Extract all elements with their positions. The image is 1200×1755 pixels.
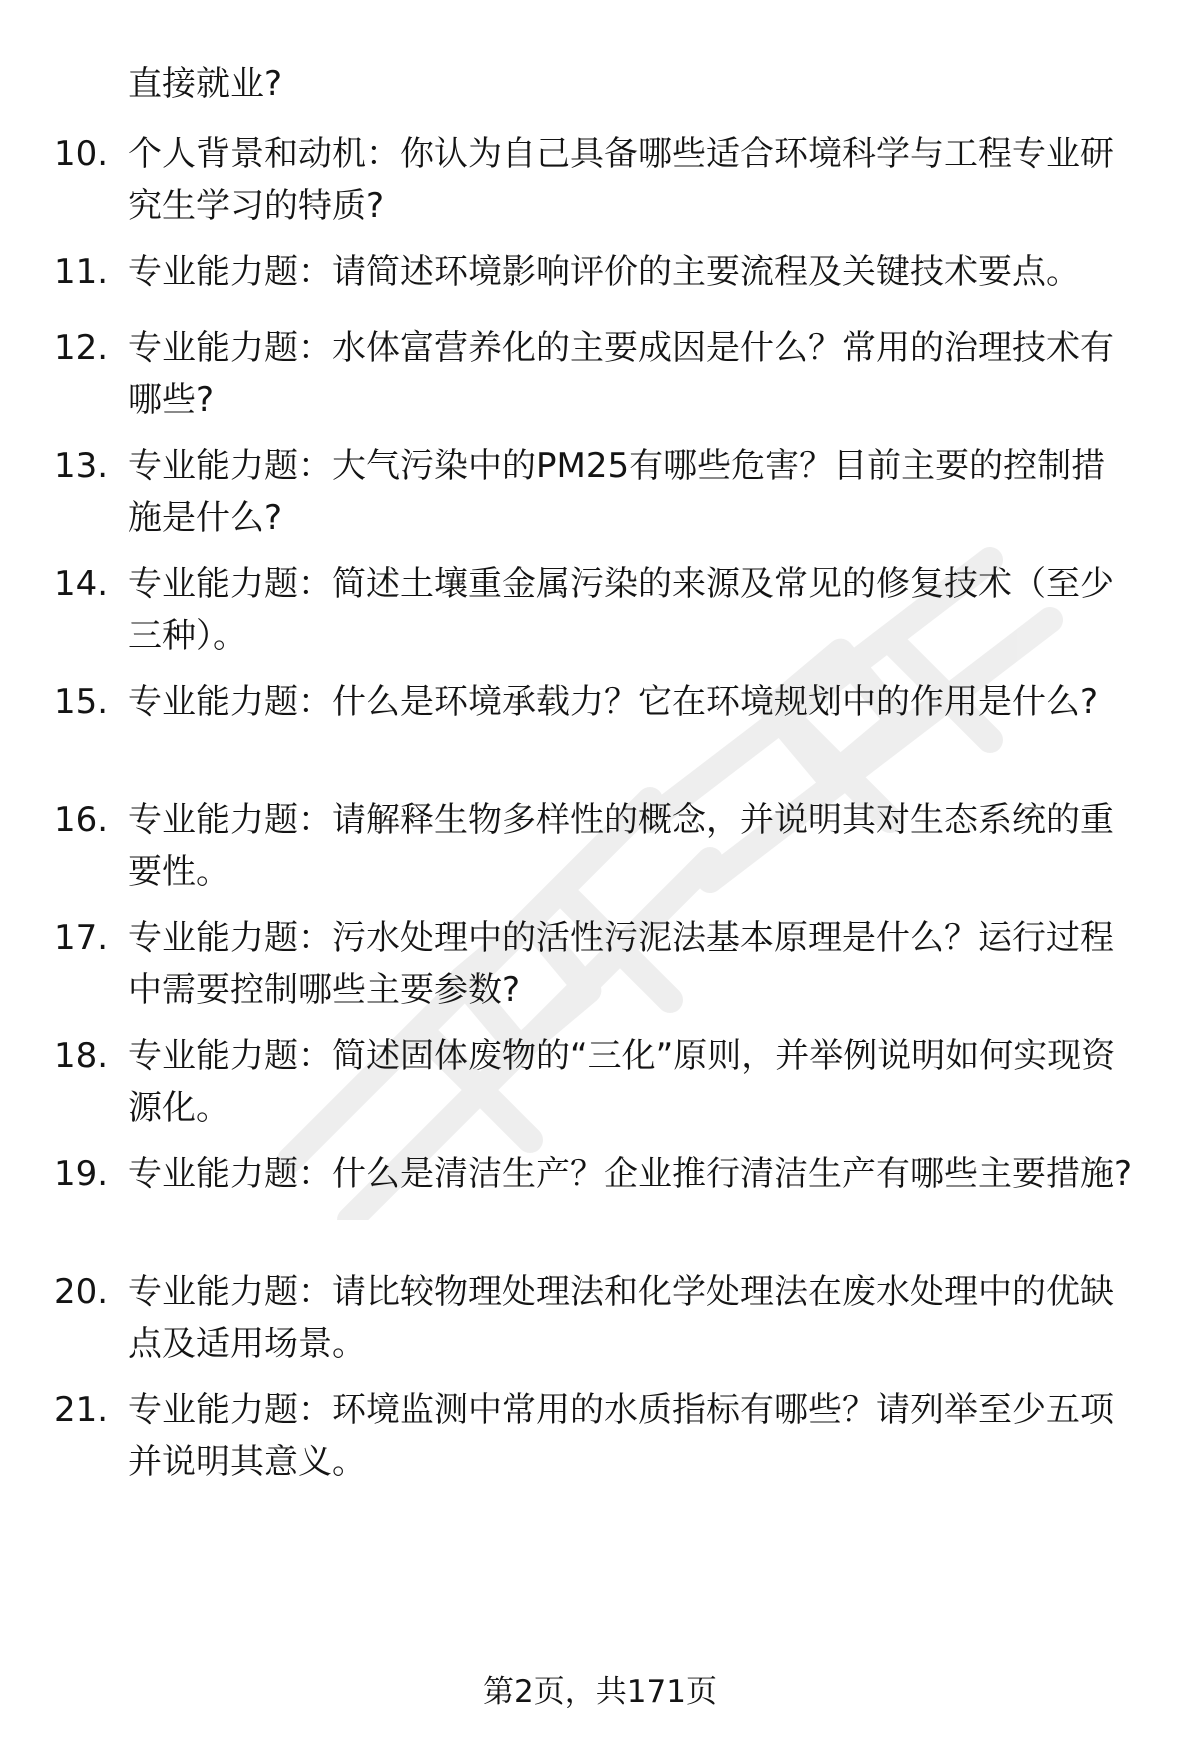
question-number: 10. <box>54 134 109 174</box>
question-text: 个人背景和动机：你认为自己具备哪些适合环境科学与工程专业研究生学习的特质? <box>128 134 1114 226</box>
question-text: 专业能力题：简述固体废物的“三化”原则，并举例说明如何实现资源化。 <box>128 1036 1116 1128</box>
question-number: 11. <box>54 252 109 292</box>
question-text: 专业能力题：大气污染中的PM25有哪些危害？目前主要的控制措施是什么? <box>128 446 1106 538</box>
question-number: 21. <box>54 1390 109 1430</box>
question-text: 专业能力题：污水处理中的活性污泥法基本原理是什么？运行过程中需要控制哪些主要参数? <box>128 918 1114 1010</box>
question-text: 专业能力题：请解释生物多样性的概念，并说明其对生态系统的重要性。 <box>128 800 1114 892</box>
question-number: 20. <box>54 1272 109 1312</box>
question-item <box>54 794 1154 898</box>
question-number: 12. <box>54 328 109 368</box>
question-number: 13. <box>54 446 109 486</box>
question-item <box>54 676 1154 728</box>
question-number: 18. <box>54 1036 109 1076</box>
question-text: 专业能力题：什么是清洁生产？企业推行清洁生产有哪些主要措施? <box>128 1154 1133 1194</box>
question-item <box>54 322 1154 426</box>
continuation-text: 直接就业? <box>128 64 283 104</box>
question-number: 17. <box>54 918 109 958</box>
question-item <box>54 128 1154 232</box>
question-text: 专业能力题：水体富营养化的主要成因是什么？常用的治理技术有哪些? <box>128 328 1114 420</box>
question-text: 专业能力题：环境监测中常用的水质指标有哪些？请列举至少五项并说明其意义。 <box>128 1390 1114 1482</box>
question-number: 19. <box>54 1154 109 1194</box>
question-text: 专业能力题：简述土壤重金属污染的来源及常见的修复技术（至少三种）。 <box>128 564 1114 656</box>
question-text: 专业能力题：请简述环境影响评价的主要流程及关键技术要点。 <box>128 252 1080 292</box>
question-number: 14. <box>54 564 109 604</box>
question-item <box>54 1266 1154 1370</box>
question-number: 16. <box>54 800 109 840</box>
question-item <box>54 440 1154 544</box>
question-item <box>54 1030 1154 1134</box>
question-text: 专业能力题：什么是环境承载力？它在环境规划中的作用是什么? <box>128 682 1099 722</box>
question-item <box>54 558 1154 662</box>
question-item <box>54 246 1154 298</box>
page-footer: 第2页，共171页 <box>483 1674 717 1710</box>
question-number: 15. <box>54 682 109 722</box>
question-item <box>54 912 1154 1016</box>
question-text: 专业能力题：请比较物理处理法和化学处理法在废水处理中的优缺点及适用场景。 <box>128 1272 1114 1364</box>
question-item <box>54 1384 1154 1488</box>
question-item <box>54 1148 1154 1200</box>
